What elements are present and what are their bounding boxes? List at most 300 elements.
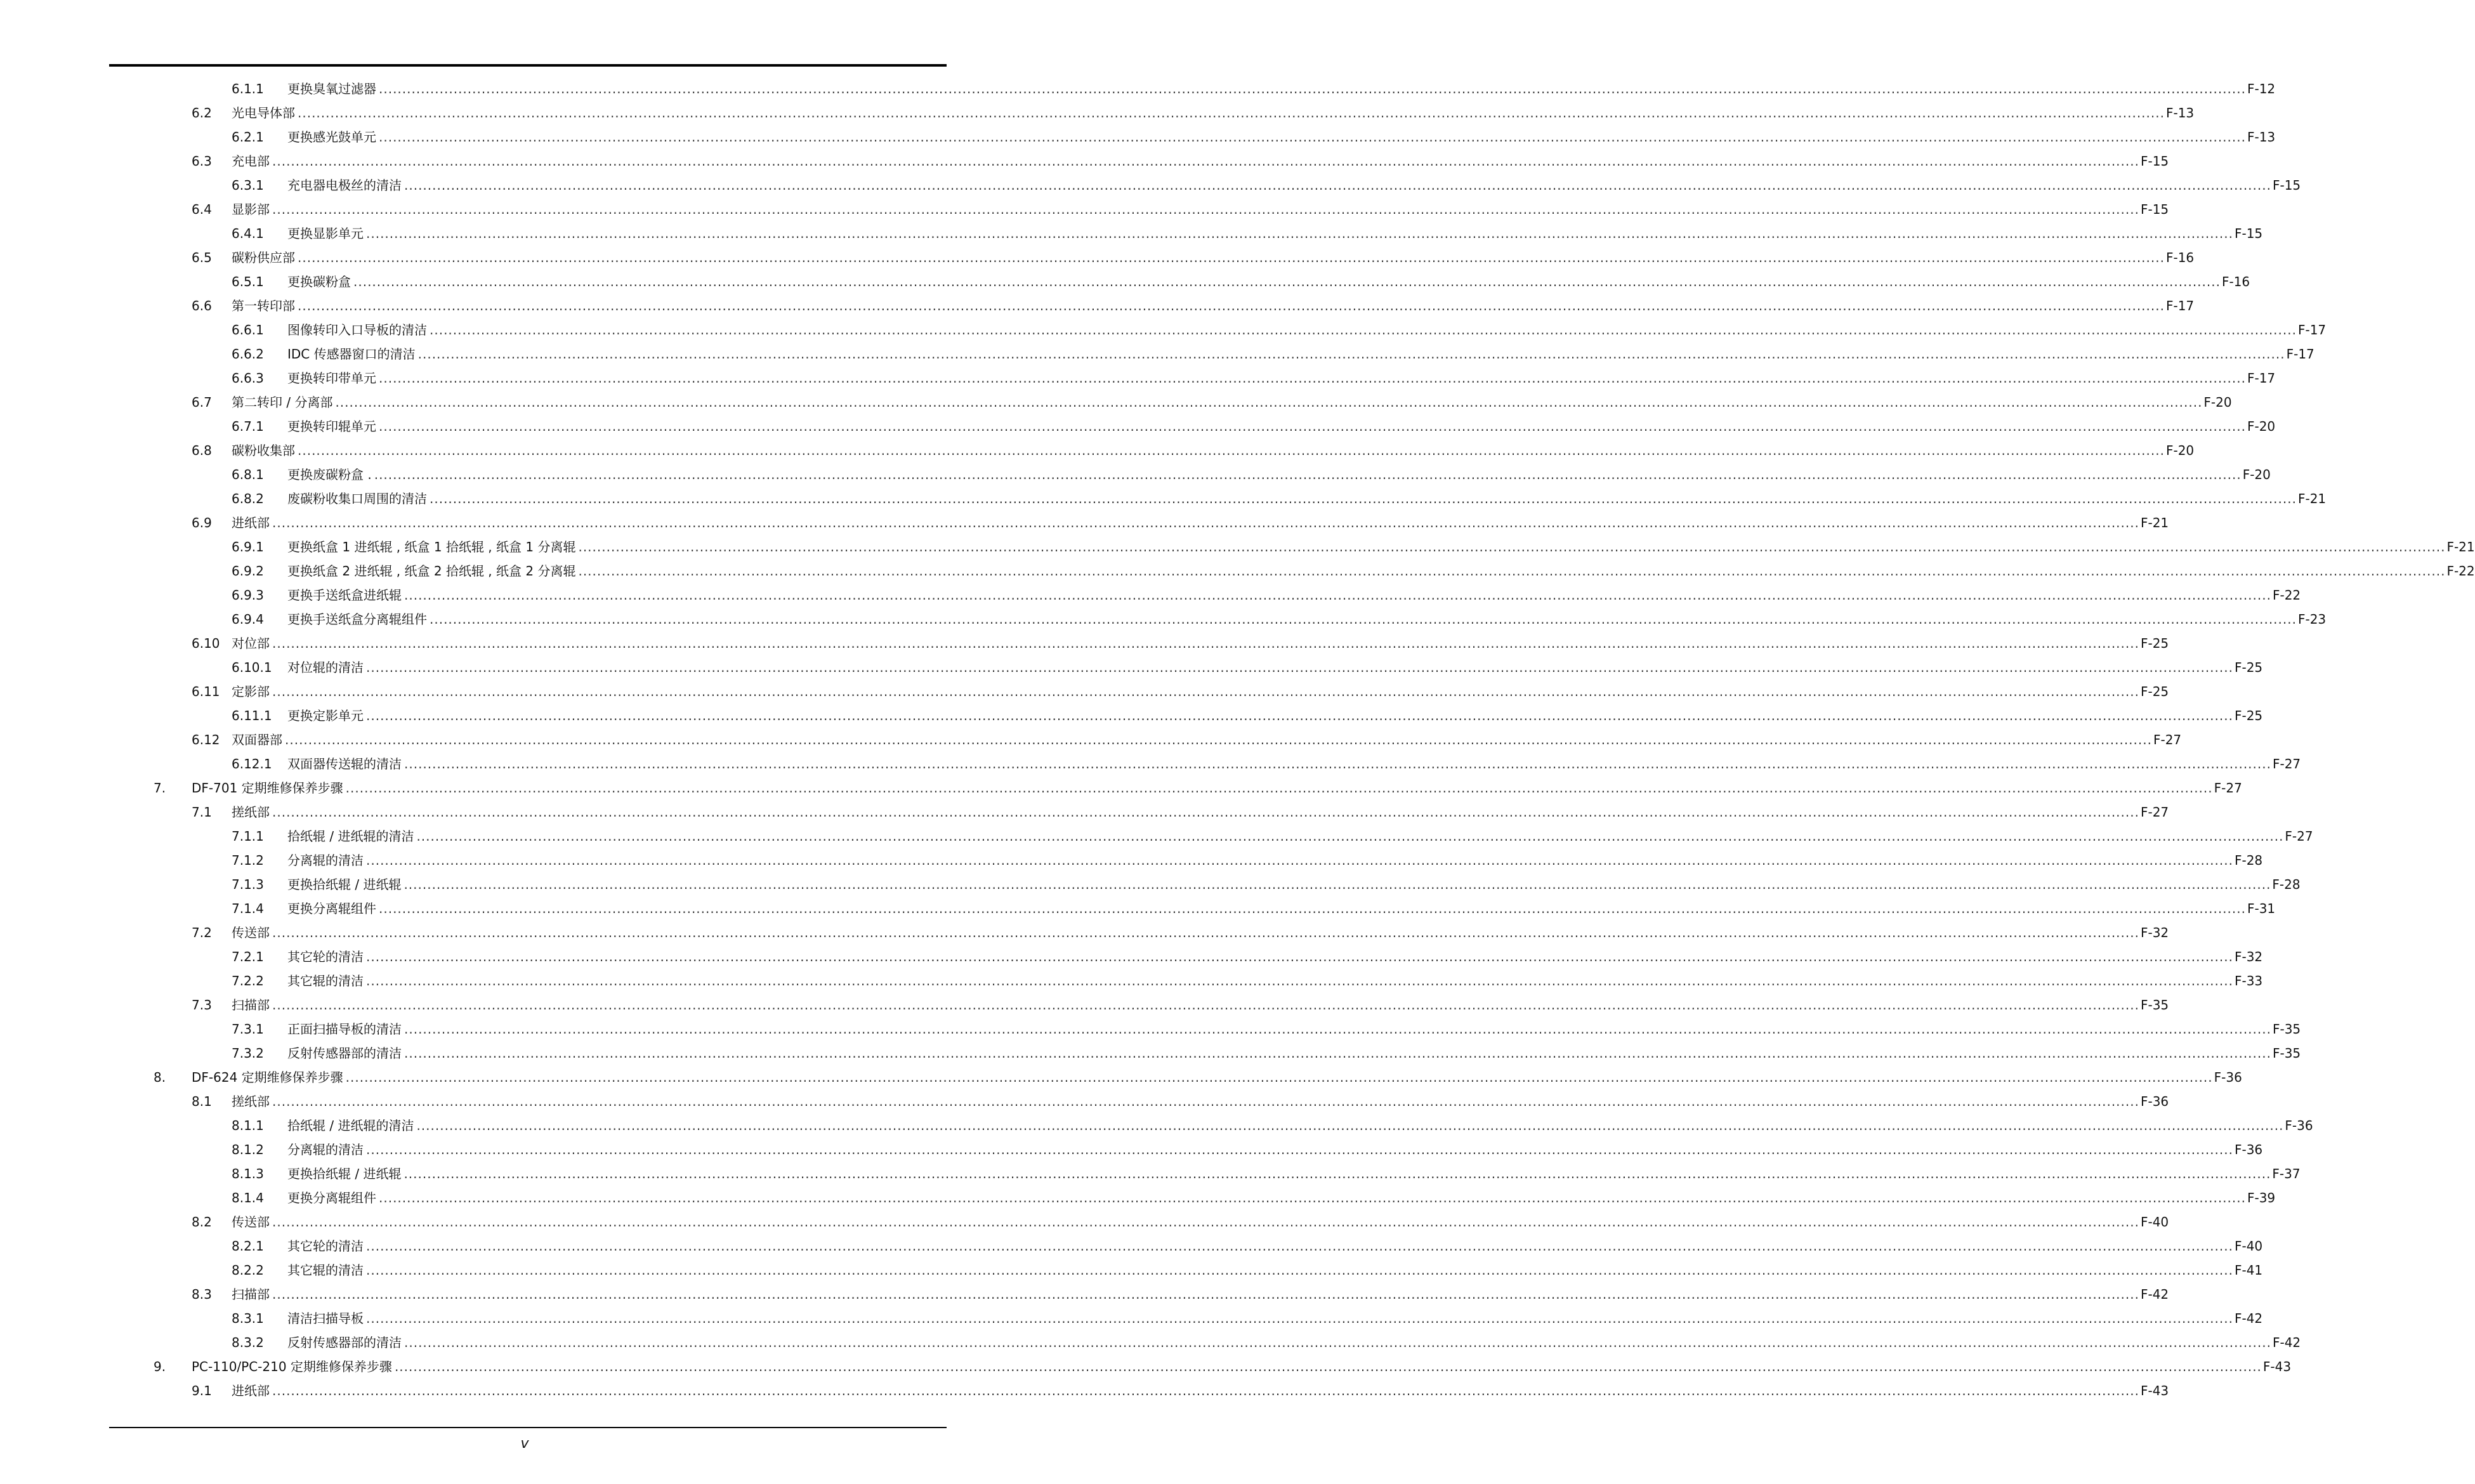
toc-dot-leader: ................................................................................................................................................................................................................................................................................................................................................................................................................	[298, 250, 2165, 265]
toc-dot-leader: ................................................................................................................................................................................................................................................................................................................................................................................................................	[272, 515, 2139, 530]
toc-entry[interactable]	[0, 680, 2169, 704]
toc-dot-leader: ................................................................................................................................................................................................................................................................................................................................................................................................................	[272, 202, 2139, 217]
toc-entry-number: 6.3.1	[232, 178, 264, 193]
toc-dot-leader: ................................................................................................................................................................................................................................................................................................................................................................................................................	[404, 877, 2271, 892]
toc-entry-title: 碳粉收集部	[232, 443, 295, 458]
toc-entry-page: F-33	[2234, 973, 2263, 988]
toc-entry-page: F-21	[2446, 539, 2475, 555]
toc-entry-page: F-25	[2234, 708, 2263, 723]
toc-entry-leader-line	[287, 1166, 2301, 1182]
toc-dot-leader: ................................................................................................................................................................................................................................................................................................................................................................................................................	[430, 612, 2297, 627]
toc-entry-title: 对位部	[232, 636, 270, 651]
toc-entry-page: F-35	[2140, 997, 2169, 1013]
toc-dot-leader: ................................................................................................................................................................................................................................................................................................................................................................................................................	[404, 1046, 2271, 1061]
toc-entry-title: 扫描部	[232, 1287, 270, 1302]
toc-entry-leader-line	[192, 780, 2242, 796]
toc-entry-page: F-40	[2234, 1238, 2263, 1254]
toc-entry[interactable]	[0, 825, 2313, 849]
toc-entry-number: 9.	[154, 1359, 166, 1374]
toc-entry-page: F-16	[2165, 250, 2195, 265]
toc-entry-page: F-25	[2234, 660, 2263, 675]
toc-entry-title: 其它辊的清洁	[287, 1263, 364, 1278]
toc-entry[interactable]	[0, 1211, 2169, 1235]
toc-entry-title: 进纸部	[232, 515, 270, 530]
toc-entry-leader-line	[287, 490, 2327, 507]
toc-entry-page: F-15	[2272, 178, 2301, 193]
toc-entry-number: 6.6.1	[232, 322, 264, 338]
toc-entry-page: F-15	[2234, 226, 2263, 241]
toc-entry[interactable]	[0, 1042, 2301, 1066]
toc-entry-number: 6.9.2	[232, 563, 264, 579]
toc-entry-page: F-41	[2234, 1263, 2263, 1278]
toc-entry[interactable]	[0, 1186, 2276, 1211]
toc-entry-number: 6.8.2	[232, 491, 264, 506]
toc-entry-title: 更换转印带单元	[287, 371, 376, 386]
toc-entry-title: 图像转印入口导板的清洁	[287, 322, 427, 338]
toc-entry-page: F-40	[2140, 1214, 2169, 1230]
toc-entry[interactable]	[0, 704, 2263, 728]
toc-entry[interactable]	[0, 849, 2263, 873]
toc-dot-leader: ................................................................................................................................................................................................................................................................................................................................................................................................................	[366, 1263, 2233, 1278]
toc-dot-leader: ................................................................................................................................................................................................................................................................................................................................................................................................................	[366, 949, 2233, 964]
toc-entry-page: F-42	[2140, 1287, 2169, 1302]
toc-entry[interactable]	[0, 560, 2475, 584]
toc-dot-leader: ................................................................................................................................................................................................................................................................................................................................................................................................................	[404, 588, 2271, 603]
toc-entry-page: F-27	[2140, 804, 2169, 820]
toc-dot-leader: ................................................................................................................................................................................................................................................................................................................................................................................................................	[578, 539, 2446, 555]
toc-dot-leader: ................................................................................................................................................................................................................................................................................................................................................................................................................	[404, 178, 2271, 193]
toc-entry-leader-line	[232, 924, 2169, 941]
toc-entry-number: 6.5	[192, 250, 212, 265]
toc-entry-leader-line	[232, 249, 2195, 266]
toc-entry[interactable]	[0, 367, 2276, 391]
toc-entry-number: 6.12.1	[232, 756, 272, 772]
toc-dot-leader: ................................................................................................................................................................................................................................................................................................................................................................................................................	[379, 81, 2246, 96]
toc-dot-leader: ................................................................................................................................................................................................................................................................................................................................................................................................................	[366, 1311, 2233, 1326]
toc-entry-title: 其它轮的清洁	[287, 949, 364, 964]
toc-entry-page: F-21	[2140, 515, 2169, 530]
toc-entry-number: 8.3.1	[232, 1311, 264, 1326]
toc-entry-number: 8.2.1	[232, 1238, 264, 1254]
toc-entry[interactable]	[0, 752, 2301, 777]
toc-entry[interactable]	[0, 487, 2327, 511]
toc-entry[interactable]	[0, 222, 2263, 246]
toc-entry-title: DF-624 定期维修保养步骤	[192, 1070, 343, 1085]
toc-entry-number: 7.1.3	[232, 877, 264, 892]
toc-entry[interactable]	[0, 873, 2301, 897]
toc-entry-number: 6.5.1	[232, 274, 264, 289]
toc-entry-title: 传送部	[232, 925, 270, 940]
toc-entry-title: 更换显影单元	[287, 226, 364, 241]
toc-entry[interactable]	[0, 969, 2263, 994]
toc-entry-number: 9.1	[192, 1383, 212, 1398]
toc-entry[interactable]	[0, 343, 2314, 367]
page-number: v	[520, 1436, 529, 1452]
toc-dot-leader: ................................................................................................................................................................................................................................................................................................................................................................................................................	[366, 853, 2233, 868]
toc-entry-leader-line	[287, 707, 2263, 724]
toc-entry-title: 其它辊的清洁	[287, 973, 364, 988]
toc-entry[interactable]	[0, 415, 2276, 439]
toc-entry-page: F-25	[2140, 636, 2169, 651]
toc-dot-leader: ................................................................................................................................................................................................................................................................................................................................................................................................................	[335, 395, 2203, 410]
toc-entry-number: 6.6.2	[232, 346, 264, 362]
toc-entry[interactable]	[0, 1138, 2263, 1162]
toc-entry-title: 充电器电极丝的清洁	[287, 178, 402, 193]
toc-entry-page: F-36	[2234, 1142, 2263, 1157]
toc-entry[interactable]	[0, 1355, 2292, 1379]
toc-entry-page: F-36	[2140, 1094, 2169, 1109]
toc-entry-title: 反射传感器部的清洁	[287, 1335, 402, 1350]
toc-entry-page: F-27	[2272, 756, 2301, 772]
toc-dot-leader: ................................................................................................................................................................................................................................................................................................................................................................................................................	[416, 1118, 2284, 1133]
toc-dot-leader: ................................................................................................................................................................................................................................................................................................................................................................................................................	[404, 756, 2271, 772]
toc-entry[interactable]	[0, 801, 2169, 825]
toc-entry[interactable]	[0, 126, 2276, 150]
toc-entry-page: F-37	[2272, 1166, 2301, 1181]
toc-entry-leader-line	[232, 635, 2169, 652]
toc-entry-leader-line	[287, 1190, 2276, 1206]
toc-entry-page: F-31	[2247, 901, 2276, 916]
toc-entry[interactable]	[0, 994, 2169, 1018]
toc-entry-number: 7.2.1	[232, 949, 264, 964]
toc-dot-leader: ................................................................................................................................................................................................................................................................................................................................................................................................................	[430, 322, 2297, 338]
toc-entry-number: 6.8.1	[232, 467, 264, 482]
toc-dot-leader: ................................................................................................................................................................................................................................................................................................................................................................................................................	[366, 660, 2233, 675]
toc-dot-leader: ................................................................................................................................................................................................................................................................................................................................................................................................................	[404, 1021, 2271, 1037]
toc-entry-page: F-20	[2203, 395, 2232, 410]
toc-entry-page: F-27	[2214, 780, 2242, 796]
toc-dot-leader: ................................................................................................................................................................................................................................................................................................................................................................................................................	[417, 346, 2285, 362]
toc-entry-leader-line	[287, 1045, 2301, 1061]
toc-entry[interactable]	[0, 1018, 2301, 1042]
toc-entry[interactable]	[0, 632, 2169, 656]
toc-entry-title: 搓纸部	[232, 1094, 270, 1109]
toc-entry-leader-line	[232, 298, 2195, 314]
toc-entry[interactable]	[0, 945, 2263, 969]
toc-entry-title: 更换臭氧过滤器	[287, 81, 376, 96]
toc-entry-title: 清洁扫描导板	[287, 1311, 364, 1326]
toc-entry-page: F-15	[2140, 154, 2169, 169]
toc-entry-title: 拾纸辊 / 进纸辊的清洁	[287, 829, 414, 844]
toc-dot-leader: ................................................................................................................................................................................................................................................................................................................................................................................................................	[272, 1094, 2139, 1109]
toc-entry-title: 更换手送纸盒分离辊组件	[287, 612, 427, 627]
toc-entry[interactable]	[0, 1090, 2169, 1114]
toc-entry-number: 6.3	[192, 154, 212, 169]
toc-entry[interactable]	[0, 174, 2301, 198]
toc-entry-leader-line	[287, 1021, 2301, 1037]
toc-dot-leader: ................................................................................................................................................................................................................................................................................................................................................................................................................	[272, 154, 2139, 169]
toc-entry-page: F-12	[2247, 81, 2276, 96]
toc-dot-leader: ................................................................................................................................................................................................................................................................................................................................................................................................................	[345, 780, 2213, 796]
toc-dot-leader: ................................................................................................................................................................................................................................................................................................................................................................................................................	[404, 1166, 2271, 1181]
toc-entry-title: 更换拾纸辊 / 进纸辊	[287, 1166, 402, 1181]
toc-entry-leader-line	[287, 1334, 2301, 1351]
toc-entry[interactable]	[0, 1331, 2301, 1355]
toc-entry-page: F-17	[2165, 298, 2195, 313]
toc-entry-leader-line	[232, 1286, 2169, 1303]
toc-dot-leader: ................................................................................................................................................................................................................................................................................................................................................................................................................	[298, 105, 2165, 121]
header-rule	[109, 64, 947, 67]
toc-entry-page: F-42	[2234, 1311, 2263, 1326]
toc-entry-number: 8.	[154, 1070, 166, 1085]
toc-entry-number: 6.9	[192, 515, 212, 530]
toc-entry-title: 更换定影单元	[287, 708, 364, 723]
toc-entry-page: F-13	[2165, 105, 2195, 121]
toc-entry[interactable]	[0, 777, 2242, 801]
toc-entry-number: 6.9.4	[232, 612, 264, 627]
toc-entry-leader-line	[287, 1141, 2263, 1158]
toc-entry-page: F-32	[2140, 925, 2169, 940]
toc-entry[interactable]	[0, 1283, 2169, 1307]
toc-entry-number: 7.2.2	[232, 973, 264, 988]
toc-entry-page: F-22	[2446, 563, 2475, 579]
toc-entry-title: 反射传感器部的清洁	[287, 1046, 402, 1061]
toc-entry-title: 正面扫描导板的清洁	[287, 1021, 402, 1037]
toc-entry-number: 6.7.1	[232, 419, 264, 434]
toc-entry-number: 6.2	[192, 105, 212, 121]
toc-entry[interactable]	[0, 246, 2195, 270]
toc-dot-leader: ................................................................................................................................................................................................................................................................................................................................................................................................................	[366, 708, 2233, 723]
toc-entry[interactable]	[0, 1259, 2263, 1283]
toc-dot-leader: ................................................................................................................................................................................................................................................................................................................................................................................................................	[578, 563, 2446, 579]
toc-entry-leader-line	[287, 587, 2301, 603]
toc-dot-leader: ................................................................................................................................................................................................................................................................................................................................................................................................................	[404, 1335, 2271, 1350]
toc-entry-leader-line	[287, 322, 2327, 338]
toc-entry-number: 8.1.1	[232, 1118, 264, 1133]
toc-entry-number: 7.3.1	[232, 1021, 264, 1037]
toc-entry-title: 双面器传送辊的清洁	[287, 756, 402, 772]
toc-entry-leader-line	[287, 1262, 2263, 1278]
toc-dot-leader: ................................................................................................................................................................................................................................................................................................................................................................................................................	[379, 419, 2246, 434]
toc-entry-number: 6.2.1	[232, 129, 264, 145]
toc-entry-number: 6.10.1	[232, 660, 272, 675]
toc-entry[interactable]	[0, 77, 2276, 102]
toc-entry-leader-line	[287, 828, 2313, 844]
toc-entry[interactable]	[0, 656, 2263, 680]
toc-entry-title: 更换感光鼓单元	[287, 129, 376, 145]
toc-entry-number: 8.3	[192, 1287, 212, 1302]
toc-entry-leader-line	[287, 563, 2475, 579]
toc-dot-leader: ................................................................................................................................................................................................................................................................................................................................................................................................................	[272, 925, 2139, 940]
toc-entry[interactable]	[0, 198, 2169, 222]
toc-entry-number: 6.7	[192, 395, 212, 410]
toc-entry[interactable]	[0, 1307, 2263, 1331]
toc-entry-leader-line	[287, 225, 2263, 242]
toc-entry-page: F-17	[2286, 346, 2314, 362]
toc-entry-leader-line	[287, 370, 2276, 386]
toc-entry-page: F-25	[2140, 684, 2169, 699]
toc-entry-number: 7.1	[192, 804, 212, 820]
toc-entry-page: F-17	[2297, 322, 2327, 338]
toc-entry[interactable]	[0, 463, 2271, 487]
toc-entry-page: F-28	[2234, 853, 2263, 868]
toc-entry-title: 其它轮的清洁	[287, 1238, 364, 1254]
toc-entry-title: 更换转印辊单元	[287, 419, 376, 434]
toc-entry-number: 8.1.4	[232, 1190, 264, 1205]
toc-entry-number: 8.1	[192, 1094, 212, 1109]
toc-entry-leader-line	[232, 997, 2169, 1013]
toc-entry-number: 6.10	[192, 636, 220, 651]
toc-entry-leader-line	[232, 1214, 2169, 1230]
toc-entry-leader-line	[232, 442, 2195, 459]
toc-dot-leader: ................................................................................................................................................................................................................................................................................................................................................................................................................	[379, 129, 2246, 145]
toc-entry-title: 分离辊的清洁	[287, 853, 364, 868]
toc-entry-title: DF-701 定期维修保养步骤	[192, 780, 343, 796]
toc-entry[interactable]	[0, 1066, 2242, 1090]
toc-entry[interactable]	[0, 102, 2195, 126]
toc-entry-number: 7.	[154, 780, 166, 796]
toc-entry-title: 双面器部	[232, 732, 282, 747]
toc-dot-leader: ................................................................................................................................................................................................................................................................................................................................................................................................................	[272, 636, 2139, 651]
toc-entry-leader-line	[287, 659, 2263, 676]
toc-entry[interactable]	[0, 728, 2182, 752]
toc-entry-title: 显影部	[232, 202, 270, 217]
toc-entry[interactable]	[0, 921, 2169, 945]
toc-entry-page: F-35	[2272, 1046, 2301, 1061]
toc-entry-page: F-20	[2165, 443, 2195, 458]
toc-entry-title: 更换废碳粉盒 .	[287, 467, 372, 482]
toc-dot-leader: ................................................................................................................................................................................................................................................................................................................................................................................................................	[345, 1070, 2213, 1085]
toc-entry-title: 第二转印 / 分离部	[232, 395, 333, 410]
toc-entry-leader-line	[287, 900, 2276, 917]
toc-entry-number: 7.2	[192, 925, 212, 940]
toc-entry[interactable]	[0, 150, 2169, 174]
toc-dot-leader: ................................................................................................................................................................................................................................................................................................................................................................................................................	[366, 1142, 2233, 1157]
toc-entry-number: 7.3.2	[232, 1046, 264, 1061]
toc-entry-leader-line	[192, 1069, 2242, 1086]
toc-entry-leader-line	[232, 153, 2169, 169]
toc-dot-leader: ................................................................................................................................................................................................................................................................................................................................................................................................................	[379, 901, 2246, 916]
toc-dot-leader: ................................................................................................................................................................................................................................................................................................................................................................................................................	[298, 298, 2165, 313]
table-of-contents	[0, 77, 2475, 1403]
toc-entry-page: F-36	[2285, 1118, 2313, 1133]
toc-entry[interactable]	[0, 584, 2301, 608]
toc-dot-leader: ................................................................................................................................................................................................................................................................................................................................................................................................................	[374, 467, 2242, 482]
toc-dot-leader: ................................................................................................................................................................................................................................................................................................................................................................................................................	[366, 226, 2233, 241]
toc-entry-title: 更换分离辊组件	[287, 1190, 376, 1205]
toc-entry-title: 对位辊的清洁	[287, 660, 364, 675]
toc-dot-leader: ................................................................................................................................................................................................................................................................................................................................................................................................................	[272, 1214, 2139, 1230]
toc-entry-number: 6.8	[192, 443, 212, 458]
toc-entry-page: F-27	[2153, 732, 2182, 747]
toc-entry-title: 碳粉供应部	[232, 250, 295, 265]
toc-entry-number: 6.12	[192, 732, 220, 747]
toc-entry-leader-line	[287, 177, 2301, 194]
toc-entry-number: 6.4	[192, 202, 212, 217]
toc-entry-title: 更换拾纸辊 / 进纸辊	[287, 877, 402, 892]
toc-entry-page: F-20	[2242, 467, 2271, 482]
toc-entry-title: PC-110/PC-210 定期维修保养步骤	[192, 1359, 392, 1374]
toc-entry-leader-line	[287, 129, 2276, 145]
toc-entry-title: 第一转印部	[232, 298, 295, 313]
toc-entry-number: 6.4.1	[232, 226, 264, 241]
toc-entry-leader-line	[287, 418, 2276, 435]
toc-dot-leader: ................................................................................................................................................................................................................................................................................................................................................................................................................	[379, 371, 2246, 386]
toc-entry-leader-line	[287, 81, 2276, 97]
toc-dot-leader: ................................................................................................................................................................................................................................................................................................................................................................................................................	[366, 973, 2233, 988]
toc-entry-leader-line	[287, 611, 2327, 627]
toc-entry-page: F-39	[2247, 1190, 2276, 1205]
toc-dot-leader: ................................................................................................................................................................................................................................................................................................................................................................................................................	[366, 1238, 2233, 1254]
toc-entry-page: F-36	[2214, 1070, 2242, 1085]
toc-entry[interactable]	[0, 294, 2195, 318]
toc-entry-number: 6.9.3	[232, 588, 264, 603]
toc-entry-leader-line	[287, 539, 2475, 555]
toc-entry-title: IDC 传感器窗口的清洁	[287, 346, 416, 362]
toc-entry-number: 7.1.4	[232, 901, 264, 916]
toc-entry-title: 分离辊的清洁	[287, 1142, 364, 1157]
toc-entry-leader-line	[232, 394, 2232, 410]
toc-entry[interactable]	[0, 318, 2327, 343]
toc-entry-title: 废碳粉收集口周围的清洁	[287, 491, 427, 506]
toc-entry[interactable]	[0, 270, 2250, 294]
toc-dot-leader: ................................................................................................................................................................................................................................................................................................................................................................................................................	[430, 491, 2297, 506]
toc-entry[interactable]	[0, 439, 2195, 463]
toc-entry[interactable]	[0, 535, 2475, 560]
toc-entry-number: 7.1.1	[232, 829, 264, 844]
toc-entry[interactable]	[0, 1235, 2263, 1259]
toc-entry-leader-line	[287, 973, 2263, 989]
toc-entry[interactable]	[0, 1379, 2169, 1403]
toc-entry[interactable]	[0, 391, 2232, 415]
toc-entry-title: 光电导体部	[232, 105, 295, 121]
toc-entry-number: 8.2	[192, 1214, 212, 1230]
toc-entry-leader-line	[287, 1310, 2263, 1327]
toc-entry-page: F-13	[2247, 129, 2276, 145]
toc-dot-leader: ................................................................................................................................................................................................................................................................................................................................................................................................................	[379, 1190, 2246, 1205]
toc-entry-title: 传送部	[232, 1214, 270, 1230]
toc-entry-title: 更换纸盒 2 进纸辊 , 纸盒 2 拾纸辊 , 纸盒 2 分离辊	[287, 563, 576, 579]
toc-entry-leader-line	[287, 756, 2301, 772]
toc-entry-page: F-35	[2272, 1021, 2301, 1037]
toc-entry-title: 定影部	[232, 684, 270, 699]
toc-entry-leader-line	[287, 466, 2271, 483]
toc-entry-page: F-16	[2221, 274, 2250, 289]
toc-entry-number: 8.1.2	[232, 1142, 264, 1157]
toc-entry-leader-line	[232, 1093, 2169, 1110]
toc-entry-number: 8.3.2	[232, 1335, 264, 1350]
toc-dot-leader: ................................................................................................................................................................................................................................................................................................................................................................................................................	[353, 274, 2221, 289]
toc-dot-leader: ................................................................................................................................................................................................................................................................................................................................................................................................................	[394, 1359, 2262, 1374]
toc-entry-number: 7.3	[192, 997, 212, 1013]
toc-entry[interactable]	[0, 511, 2169, 535]
toc-entry-leader-line	[232, 804, 2169, 820]
toc-entry-page: F-23	[2297, 612, 2327, 627]
toc-entry-title: 更换碳粉盒	[287, 274, 351, 289]
toc-dot-leader: ................................................................................................................................................................................................................................................................................................................................................................................................................	[285, 732, 2152, 747]
toc-entry[interactable]	[0, 1114, 2313, 1138]
toc-entry-leader-line	[232, 683, 2169, 700]
toc-entry-leader-line	[232, 1382, 2169, 1399]
toc-entry-leader-line	[287, 273, 2250, 290]
toc-entry-page: F-17	[2247, 371, 2276, 386]
toc-entry-number: 6.6.3	[232, 371, 264, 386]
toc-entry-title: 充电部	[232, 154, 270, 169]
toc-entry-leader-line	[232, 732, 2182, 748]
toc-entry-leader-line	[287, 346, 2314, 362]
toc-entry[interactable]	[0, 897, 2276, 921]
toc-entry-number: 6.11	[192, 684, 220, 699]
toc-entry-page: F-43	[2140, 1383, 2169, 1398]
toc-entry[interactable]	[0, 1162, 2301, 1186]
toc-entry-title: 扫描部	[232, 997, 270, 1013]
toc-entry-leader-line	[192, 1358, 2292, 1375]
toc-entry-page: F-20	[2247, 419, 2276, 434]
toc-entry-title: 更换手送纸盒进纸辊	[287, 588, 402, 603]
toc-entry[interactable]	[0, 608, 2327, 632]
toc-entry-number: 8.1.3	[232, 1166, 264, 1181]
toc-entry-page: F-21	[2297, 491, 2327, 506]
